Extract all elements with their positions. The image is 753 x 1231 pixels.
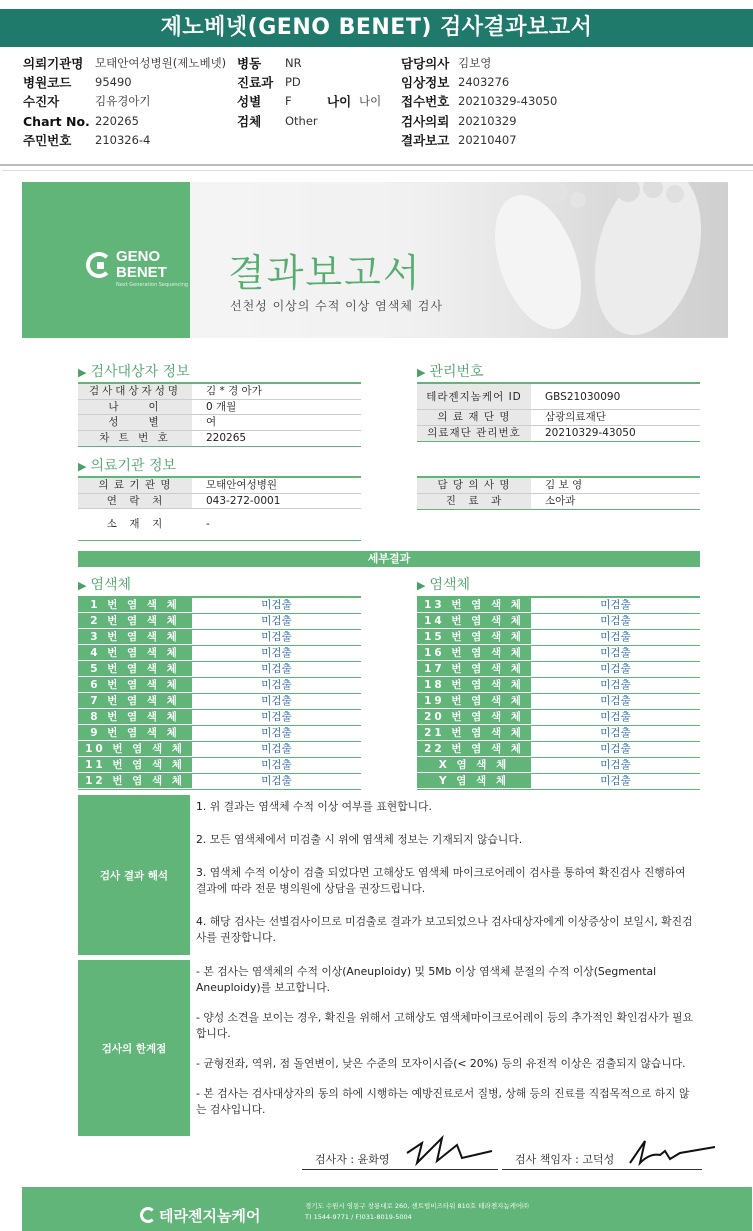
header-label: 수진자	[23, 94, 60, 109]
tester-signature-label: 검사자 : 윤화영	[315, 1153, 390, 1166]
chromosome-result: 미검출	[600, 711, 631, 723]
row-label: 진 료 과	[417, 494, 531, 510]
report-footer	[22, 1187, 752, 1231]
header-value: 20210329	[458, 114, 517, 128]
arrow-icon: ▶	[78, 366, 87, 379]
section-title-text: 염색체	[90, 577, 132, 593]
theragen-logo-icon	[140, 1207, 156, 1223]
limitations-item: - 균형전좌, 역위, 점 돌연변이, 낮은 수준의 모자이시즘(< 20%) 등의 유전적 이상은 검출되지 않습니다.	[196, 1057, 686, 1070]
table-row	[78, 774, 361, 790]
header-value: F	[285, 94, 292, 108]
report-banner	[22, 182, 728, 338]
subject-info-table	[78, 382, 361, 447]
section-title-management	[417, 361, 484, 381]
table-row	[417, 478, 700, 494]
row-label: 의 료 기 관 명	[78, 478, 192, 493]
header-label: 나이	[327, 94, 352, 109]
chromosome-label: 18 번 염 색 체	[417, 678, 531, 693]
header-value: 210326-4	[95, 133, 151, 147]
header-label: 주민번호	[23, 133, 72, 148]
header-label: Chart No.	[23, 114, 90, 129]
row-value: 소아과	[545, 494, 576, 507]
table-row	[417, 614, 700, 630]
table-row	[417, 410, 700, 426]
interpretation-label: 검사 결과 해석	[78, 795, 190, 955]
logo-text-line1: GENO	[116, 248, 161, 265]
header-value: Other	[285, 114, 318, 128]
chromosome-label: 7 번 염 색 체	[78, 694, 192, 709]
row-value: 20210329-43050	[545, 426, 636, 439]
chromosome-result: 미검출	[600, 775, 631, 787]
row-value: GBS21030090	[545, 391, 621, 403]
row-label: 소 재 지	[78, 509, 192, 540]
table-row	[78, 431, 361, 447]
section-title-chromosome-right	[417, 574, 470, 594]
section-title-text: 염색체	[429, 577, 471, 593]
interpretation-item: 2. 모든 염색체에서 미검출 시 위에 염색체 정보는 기재되지 않습니다.	[196, 833, 523, 846]
limitations-item: - 양성 소견을 보이는 경우, 확진을 위해서 고해상도 염색체마이크로어레이 등의 추가적인 확인검사가 필요합니다.	[196, 1011, 693, 1040]
header-label: 결과보고	[401, 133, 450, 148]
tester-signature-line	[302, 1169, 498, 1170]
logo-text-line2: BENET	[116, 264, 167, 281]
table-row	[78, 478, 361, 494]
row-label: 나 이	[78, 400, 192, 415]
chromosome-result: 미검출	[261, 599, 292, 611]
table-row	[78, 509, 361, 540]
table-row	[78, 614, 361, 630]
row-value: 여	[206, 416, 217, 428]
section-title-text: 의료기관 정보	[90, 458, 177, 474]
chromosome-result: 미검출	[261, 647, 292, 659]
row-value: -	[206, 518, 210, 530]
table-row	[78, 415, 361, 431]
section-title-text: 관리번호	[429, 364, 484, 380]
chromosome-result: 미검출	[600, 743, 631, 755]
table-row	[78, 384, 361, 400]
chromosome-result: 미검출	[261, 631, 292, 643]
doctor-table	[417, 476, 700, 510]
footer-address	[305, 1201, 529, 1223]
header-value: 모태안여성병원(제노베넷)	[95, 56, 227, 70]
table-row	[78, 400, 361, 416]
chromosome-label: 9 번 염 색 체	[78, 726, 192, 741]
chromosome-result: 미검출	[600, 615, 631, 627]
table-row	[78, 598, 361, 614]
arrow-icon: ▶	[78, 460, 87, 473]
chromosome-result: 미검출	[261, 743, 292, 755]
table-row	[417, 646, 700, 662]
limitations-box	[78, 960, 700, 1136]
chromosome-result: 미검출	[261, 775, 292, 787]
chromosome-label: 5 번 염 색 체	[78, 662, 192, 677]
chromosome-label: Y 염 색 체	[417, 774, 531, 789]
header-label: 검사의뢰	[401, 114, 450, 129]
table-row	[417, 678, 700, 694]
report-document	[2, 170, 753, 1231]
banner-heading: 결과보고서	[228, 251, 422, 295]
row-label: 성 별	[78, 415, 192, 430]
chromosome-label: 11 번 염 색 체	[78, 758, 192, 773]
arrow-icon: ▶	[78, 579, 87, 592]
section-title-subject	[78, 361, 190, 381]
chromosome-label: 19 번 염 색 체	[417, 694, 531, 709]
chromosome-label: 2 번 염 색 체	[78, 614, 192, 629]
chromosome-result: 미검출	[600, 759, 631, 771]
table-row	[417, 758, 700, 774]
table-row	[417, 426, 700, 442]
row-value: 043-272-0001	[206, 494, 281, 507]
header-value: 220265	[95, 114, 139, 128]
table-row	[417, 726, 700, 742]
interpretation-item: 1. 위 결과는 염색체 수적 이상 여부를 표현합니다.	[196, 800, 432, 813]
row-value: 모태안여성병원	[206, 479, 278, 491]
header-value: 95490	[95, 75, 132, 89]
row-label: 담 당 의 사 명	[417, 478, 531, 493]
report-title: 제노베넷(GENO BENET) 검사결과보고서	[0, 9, 753, 47]
table-row	[78, 742, 361, 758]
table-row	[417, 598, 700, 614]
supervisor-signature-label: 검사 책임자 : 고덕성	[515, 1153, 615, 1166]
table-row	[417, 742, 700, 758]
logo-tagline: Next Generation Sequencing	[116, 282, 189, 288]
row-label: 연 락 처	[78, 494, 192, 509]
chromosome-label: 6 번 염 색 체	[78, 678, 192, 693]
chromosome-label: X 염 색 체	[417, 758, 531, 773]
header-value: 김유경아기	[95, 94, 151, 108]
header-value: 2403276	[458, 75, 510, 89]
chromosome-table-left	[78, 596, 361, 790]
arrow-icon: ▶	[417, 579, 426, 592]
row-label: 테라젠지놈케어 ID	[417, 384, 531, 409]
interpretation-item: 4. 해당 검사는 선별검사이므로 미검출로 결과가 보고되었으나 검사대상자에게 이상증상이 보일시, 확진검사를 권장합니다.	[196, 915, 693, 944]
chromosome-label: 14 번 염 색 체	[417, 614, 531, 629]
chromosome-result: 미검출	[261, 759, 292, 771]
footer-brand: 테라젠지놈케어	[159, 1207, 261, 1225]
chromosome-result: 미검출	[600, 695, 631, 707]
table-row	[417, 630, 700, 646]
chromosome-result: 미검출	[261, 727, 292, 739]
chromosome-result: 미검출	[600, 647, 631, 659]
chromosome-label: 13 번 염 색 체	[417, 598, 531, 613]
chromosome-label: 20 번 염 색 체	[417, 710, 531, 725]
table-row	[417, 774, 700, 790]
table-row	[78, 646, 361, 662]
header-value: 20210329-43050	[458, 94, 558, 108]
chromosome-result: 미검출	[261, 663, 292, 675]
header-value: 나이	[359, 94, 382, 108]
chromosome-label: 21 번 염 색 체	[417, 726, 531, 741]
header-label: 접수번호	[401, 94, 450, 109]
section-title-institution	[78, 455, 176, 475]
limitations-item: - 본 검사는 염색체의 수적 이상(Aneuploidy) 및 5Mb 이상 염색체 분절의 수적 이상(Segmental Aneuploidy)를 보고합니다.	[196, 965, 657, 994]
table-row	[78, 726, 361, 742]
header-value: 20210407	[458, 133, 517, 147]
chromosome-label: 12 번 염 색 체	[78, 774, 192, 789]
header-value: NR	[285, 56, 302, 70]
header-label: 임상정보	[401, 75, 450, 90]
row-label: 의 료 재 단 명	[417, 410, 531, 425]
table-row	[78, 662, 361, 678]
table-row	[78, 710, 361, 726]
row-label: 의료재단 관리번호	[417, 426, 531, 442]
chromosome-label: 10 번 염 색 체	[78, 742, 192, 757]
table-row	[78, 494, 361, 510]
header-divider	[0, 164, 753, 166]
chromosome-label: 22 번 염 색 체	[417, 742, 531, 757]
row-value: 삼광의료재단	[545, 411, 606, 423]
section-title-chromosome-left	[78, 574, 131, 594]
supervisor-signature-line	[502, 1169, 702, 1170]
interpretation-item: 3. 염색체 수적 이상이 검출 되었다면 고해상도 염색체 마이크로어레이 검사를 통하여 확진검사 진행하여 결과에 따라 전문 병의원에 상담을 권장드립니다.	[196, 866, 686, 895]
header-label: 진료과	[237, 75, 274, 90]
chromosome-result: 미검출	[600, 599, 631, 611]
table-row	[78, 758, 361, 774]
table-row	[417, 384, 700, 410]
genobenet-logo	[86, 248, 196, 292]
header-label: 성별	[237, 94, 262, 109]
row-value: 0 개월	[206, 400, 237, 413]
header-label: 병동	[237, 56, 262, 71]
chromosome-result: 미검출	[600, 631, 631, 643]
table-row	[417, 710, 700, 726]
chromosome-result: 미검출	[600, 679, 631, 691]
chromosome-result: 미검출	[261, 615, 292, 627]
tester-signature-icon	[402, 1133, 502, 1169]
row-value: 김 * 경 아가	[206, 385, 262, 397]
institution-table	[78, 476, 361, 541]
supervisor-signature-icon	[620, 1133, 720, 1169]
limitations-item: - 본 검사는 검사대상자의 동의 하에 시행하는 예방진료로서 질병, 상해 등의 진료를 직접목적으로 하지 않는 검사입니다.	[196, 1087, 690, 1116]
chromosome-label: 8 번 염 색 체	[78, 710, 192, 725]
header-value: PD	[285, 75, 301, 89]
detail-results-bar: 세부결과	[78, 551, 700, 567]
interpretation-box	[78, 795, 700, 955]
chromosome-result: 미검출	[600, 663, 631, 675]
chromosome-result: 미검출	[600, 727, 631, 739]
management-table	[417, 382, 700, 442]
row-value: 220265	[206, 431, 247, 444]
chromosome-result: 미검출	[261, 695, 292, 707]
limitations-label: 검사의 한계점	[78, 960, 190, 1136]
footer-phone-line: T) 1544-9771 / F)031-8019-5004	[305, 1213, 412, 1221]
table-row	[78, 678, 361, 694]
header-label: 검체	[237, 114, 262, 129]
header-label: 담당의사	[401, 56, 450, 71]
chromosome-label: 17 번 염 색 체	[417, 662, 531, 677]
arrow-icon: ▶	[417, 366, 426, 379]
row-label: 차 트 번 호	[78, 431, 192, 447]
chromosome-label: 15 번 염 색 체	[417, 630, 531, 645]
chromosome-result: 미검출	[261, 711, 292, 723]
theragen-logo	[140, 1205, 260, 1226]
limitations-text	[192, 960, 700, 1136]
header-value: 김보영	[458, 56, 492, 70]
header-label: 병원코드	[23, 75, 72, 90]
interpretation-text	[192, 795, 700, 955]
chromosome-label: 16 번 염 색 체	[417, 646, 531, 661]
row-label: 검사대상자성명	[78, 384, 192, 399]
section-title-text: 검사대상자 정보	[90, 364, 190, 380]
table-row	[417, 694, 700, 710]
chromosome-label: 4 번 염 색 체	[78, 646, 192, 661]
table-row	[417, 662, 700, 678]
chromosome-table-right	[417, 596, 700, 790]
table-row	[417, 494, 700, 510]
chromosome-label: 3 번 염 색 체	[78, 630, 192, 645]
chromosome-label: 1 번 염 색 체	[78, 598, 192, 613]
header-label: 의뢰기관명	[23, 56, 84, 71]
header-info	[0, 52, 753, 166]
banner-subheading: 선천성 이상의 수적 이상 염색체 검사	[230, 299, 443, 313]
table-row	[78, 694, 361, 710]
baby-feet-icon	[478, 182, 728, 338]
table-row	[78, 630, 361, 646]
footer-address-line: 경기도 수원시 영통구 창룡대로 260, 센트럴비즈타워 810호 테라젠지놈케어㈜	[305, 1202, 529, 1210]
genobenet-logo-icon	[86, 252, 112, 278]
chromosome-result: 미검출	[261, 679, 292, 691]
row-value: 김 보 영	[545, 479, 583, 491]
